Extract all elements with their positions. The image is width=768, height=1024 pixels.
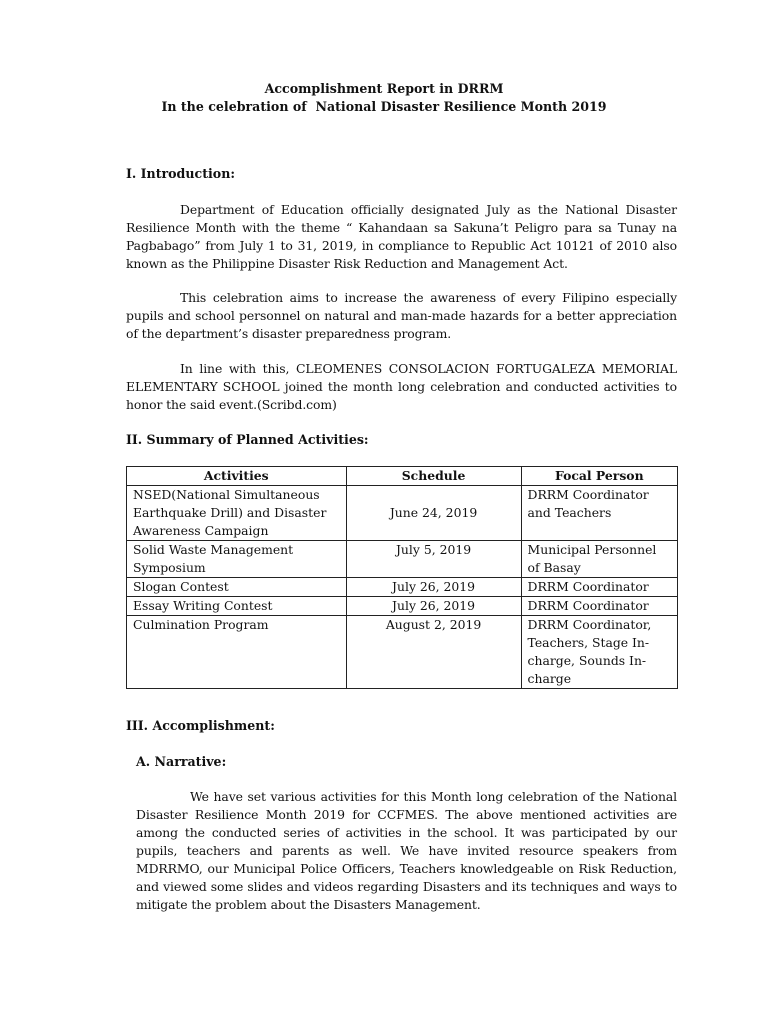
focal-person-cell: DRRM Coordinator and Teachers [521, 486, 677, 541]
table-row [127, 578, 678, 597]
schedule-cell: July 26, 2019 [346, 597, 521, 616]
activities-table [126, 466, 678, 689]
schedule-cell: July 5, 2019 [346, 541, 521, 578]
table-row [127, 486, 678, 541]
column-header-activities: Activities [127, 467, 347, 486]
schedule-cell: June 24, 2019 [346, 486, 521, 541]
activity-cell: Slogan Contest [127, 578, 347, 597]
table-row [127, 616, 678, 689]
intro-paragraph-2: This celebration aims to increase the awareness of every Filipino especially pupils and school personnel on natural and man-made hazards for a better appreciation of the department’s disaster preparedness program. [126, 290, 677, 341]
table-row [127, 597, 678, 616]
focal-person-cell: DRRM Coordinator, Teachers, Stage In-charge, Sounds In-charge [521, 616, 677, 689]
focal-person-cell: DRRM Coordinator [521, 597, 677, 616]
activity-cell: Solid Waste Management Symposium [127, 541, 347, 578]
activity-cell: NSED(National Simultaneous Earthquake Drill) and Disaster Awareness Campaign [127, 486, 347, 541]
narrative-heading: A. Narrative: [136, 754, 227, 769]
narrative-paragraph: We have set various activities for this Month long celebration of the National Disaster Resilience Month 2019 for CCFMES. The above mentioned activities are among the conducted series of activities in the school. It was participated by our pupils, teachers and parents as well. We have invited resource speakers from MDRRMO, our Municipal Police Officers, Teachers knowledgeable on Risk Reduction, and viewed some slides and videos regarding Disasters and its techniques and ways to mitigate the problem about the Disasters Management. [136, 789, 677, 912]
activity-cell: Essay Writing Contest [127, 597, 347, 616]
document-title [0, 80, 768, 116]
title-line-1: Accomplishment Report in DRRM [264, 81, 504, 96]
focal-person-cell: Municipal Personnel of Basay [521, 541, 677, 578]
column-header-schedule: Schedule [346, 467, 521, 486]
schedule-cell: August 2, 2019 [346, 616, 521, 689]
introduction-heading: I. Introduction: [126, 166, 235, 181]
summary-heading: II. Summary of Planned Activities: [126, 432, 369, 447]
title-line-2: In the celebration of National Disaster Resilience Month 2019 [161, 99, 607, 114]
intro-paragraph-3: In line with this, CLEOMENES CONSOLACION FORTUGALEZA MEMORIAL ELEMENTARY SCHOOL joined the month long celebration and conducted activities to honor the said event.(Scribd.com) [126, 361, 677, 412]
column-header-focal-person: Focal Person [521, 467, 677, 486]
schedule-cell: July 26, 2019 [346, 578, 521, 597]
activity-cell: Culmination Program [127, 616, 347, 689]
accomplishment-heading: III. Accomplishment: [126, 718, 275, 733]
table-header-row [127, 467, 678, 486]
table-row [127, 541, 678, 578]
focal-person-cell: DRRM Coordinator [521, 578, 677, 597]
intro-paragraph-1: Department of Education officially designated July as the National Disaster Resilience Month with the theme “ Kahandaan sa Sakuna’t Peligro para sa Tunay na Pagbabago” from July 1 to 31, 2019, in compliance to Republic Act 10121 of 2010 also known as the Philippine Disaster Risk Reduction and Management Act. [126, 202, 677, 271]
